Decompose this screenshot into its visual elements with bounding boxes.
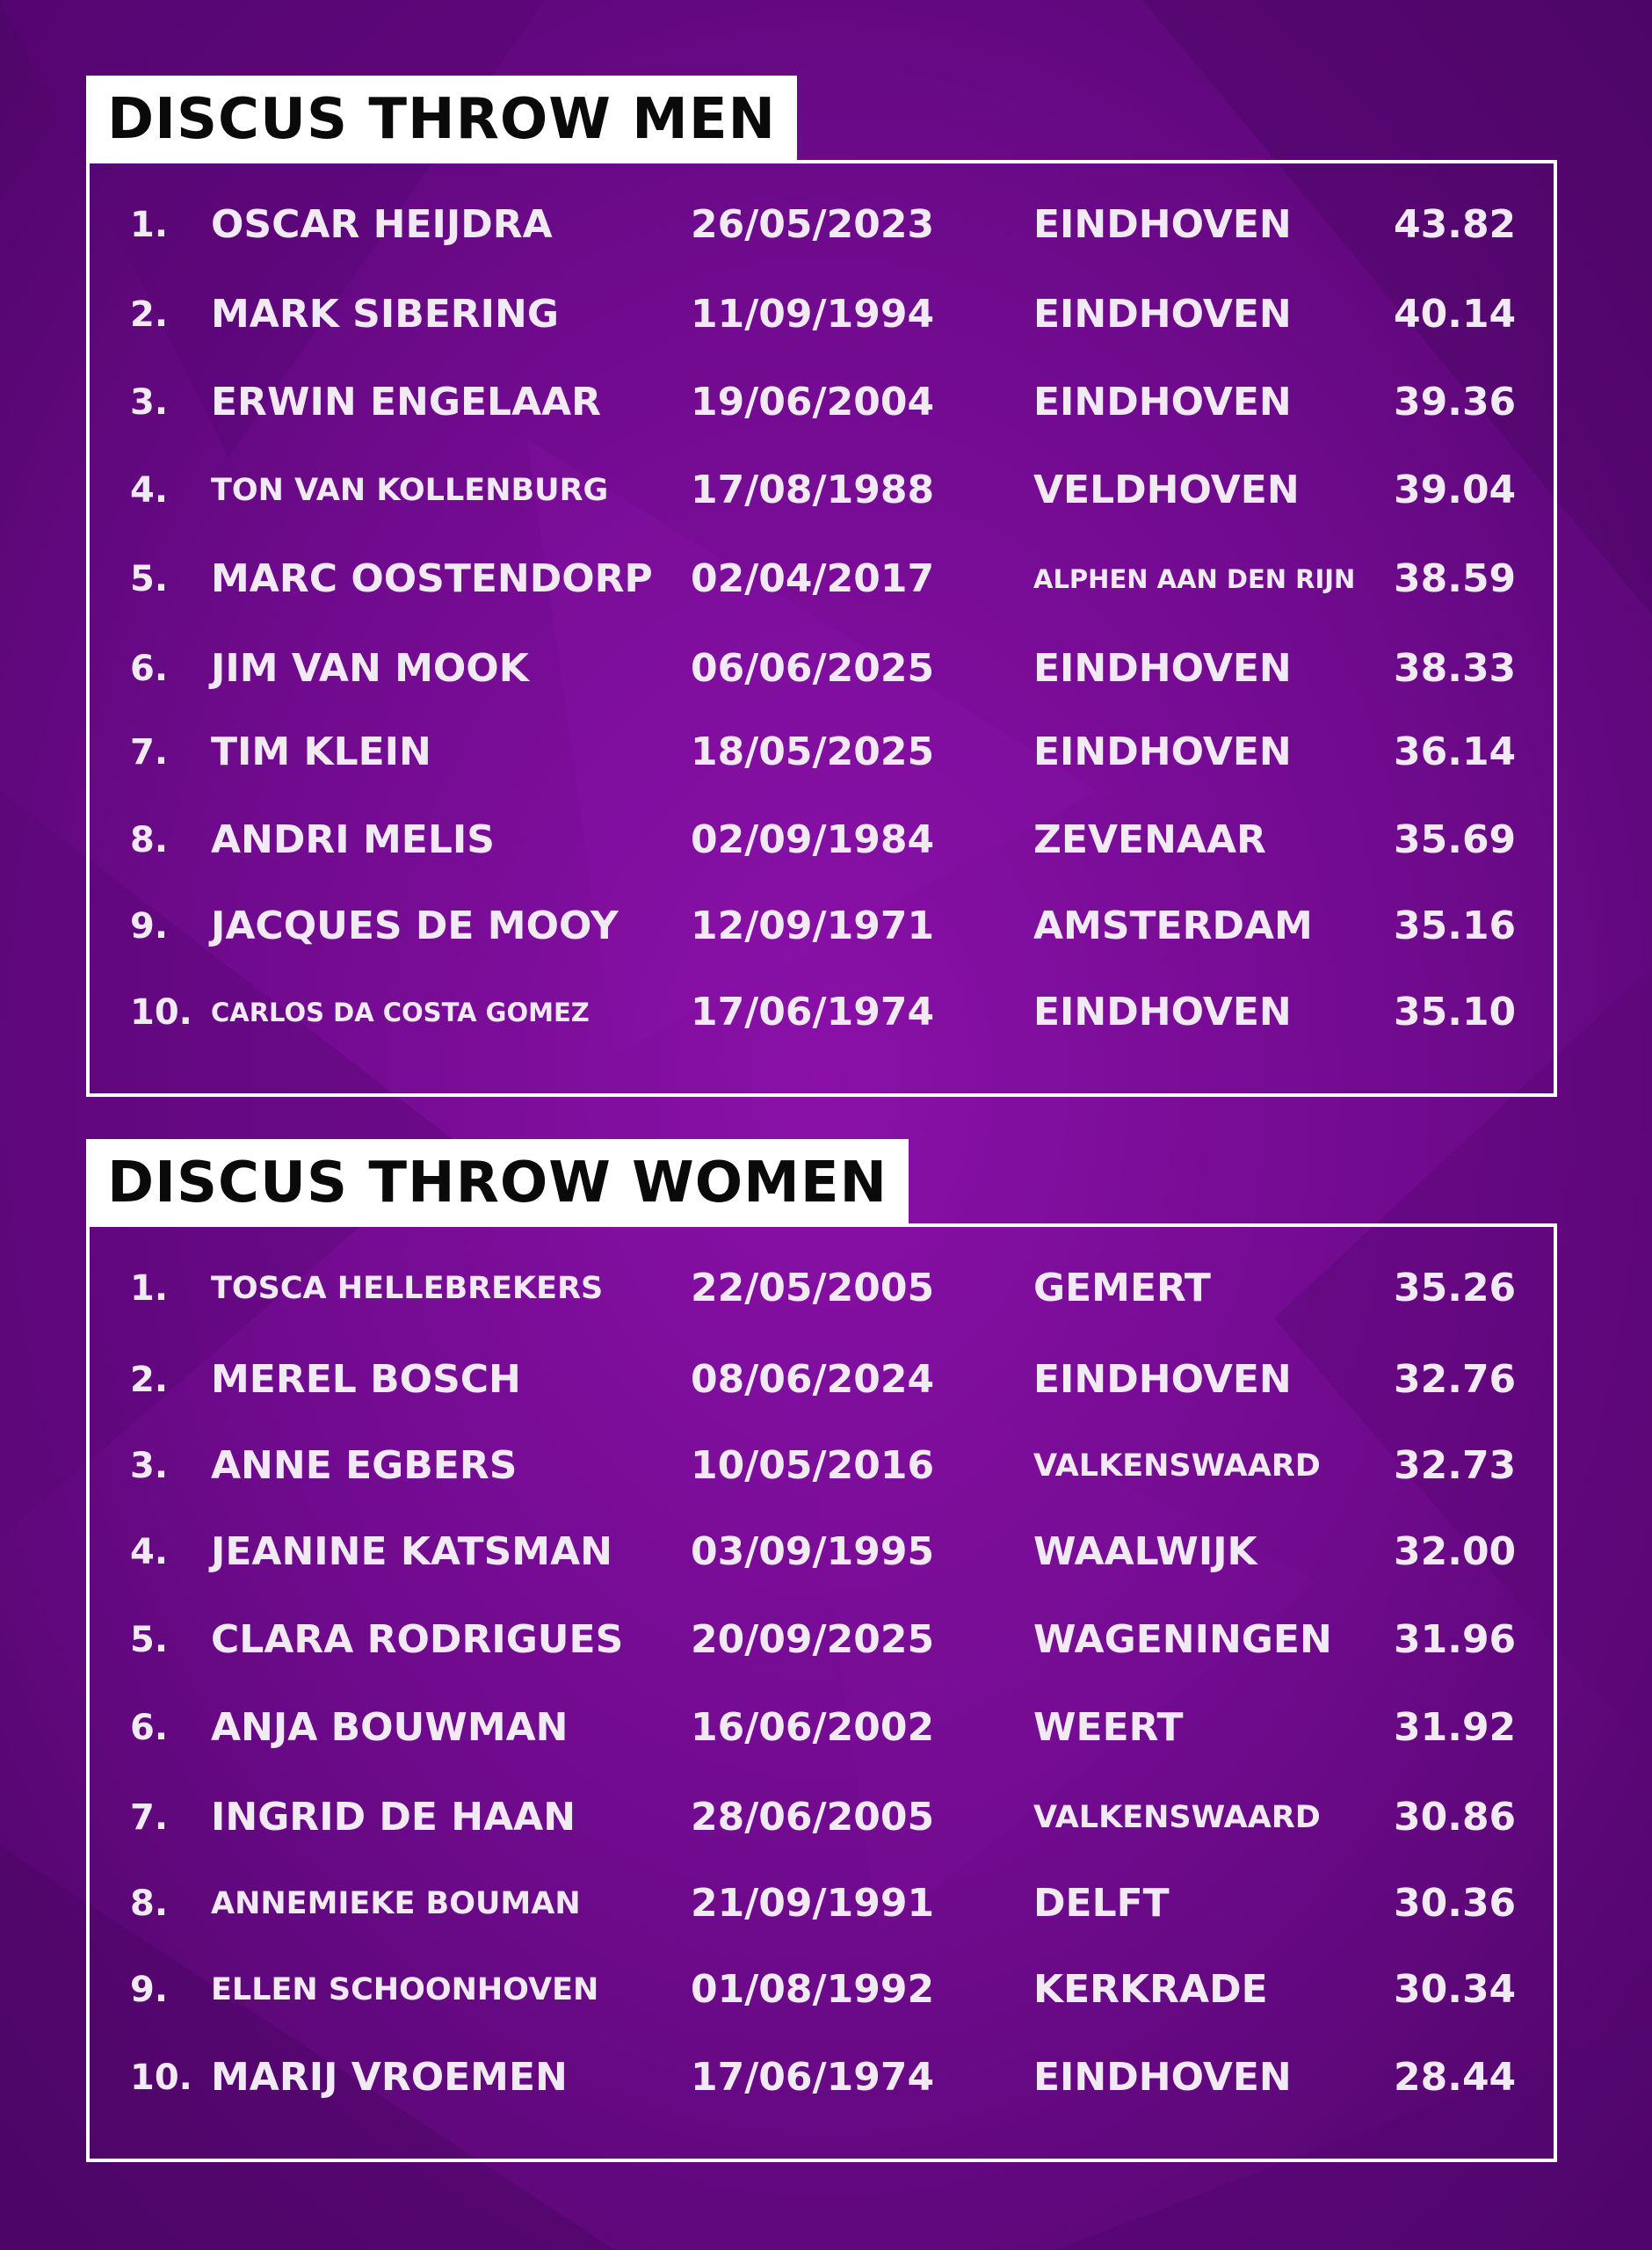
name-cell: JEANINE KATSMAN [211,1529,612,1574]
place-cell: WAALWIJK [1033,1529,1257,1574]
table-row [86,1963,1557,2016]
rank-cell: 5. [130,1620,169,1660]
table-row [86,199,1557,251]
rank-cell: 4. [130,470,169,511]
rank-cell: 6. [130,1708,169,1748]
distance-cell: 43.82 [1394,202,1517,247]
distance-cell: 38.33 [1394,646,1517,691]
rank-cell: 10. [130,992,192,1033]
name-cell: OSCAR HEIJDRA [211,202,553,247]
table-row [86,814,1557,867]
date-cell: 17/06/1974 [691,2055,935,2100]
table-row [86,288,1557,341]
place-cell: AMSTERDAM [1033,904,1313,948]
date-cell: 01/08/1992 [691,1967,935,2012]
distance-cell: 31.92 [1394,1705,1517,1750]
place-cell: EINDHOVEN [1033,1357,1292,1402]
date-cell: 26/05/2023 [691,202,935,247]
distance-cell: 40.14 [1394,292,1517,337]
rank-cell: 7. [130,1797,169,1838]
date-cell: 21/09/1991 [691,1881,935,1926]
distance-cell: 35.26 [1394,1266,1517,1310]
date-cell: 16/06/2002 [691,1705,935,1750]
name-cell: ANNEMIEKE BOUMAN [211,1886,581,1921]
place-cell: VALKENSWAARD [1033,1448,1321,1484]
date-cell: 22/05/2005 [691,1266,935,1310]
table-row [86,1440,1557,1492]
distance-cell: 35.10 [1394,990,1517,1034]
name-cell: ANJA BOUWMAN [211,1705,569,1750]
name-cell: JIM VAN MOOK [211,646,529,691]
place-cell: WEERT [1033,1705,1184,1750]
date-cell: 11/09/1994 [691,292,935,337]
date-cell: 18/05/2025 [691,729,935,774]
name-cell: JACQUES DE MOOY [211,904,619,948]
distance-cell: 39.36 [1394,380,1517,425]
name-cell: ANNE EGBERS [211,1443,518,1488]
distance-cell: 28.44 [1394,2055,1517,2100]
name-cell: CLARA RODRIGUES [211,1617,624,1662]
rank-cell: 4. [130,1532,169,1572]
name-cell: MARIJ VROEMEN [211,2055,568,2100]
rank-cell: 1. [130,205,169,245]
distance-cell: 36.14 [1394,729,1517,774]
name-cell: TOSCA HELLEBREKERS [211,1271,604,1306]
place-cell: EINDHOVEN [1033,202,1292,247]
date-cell: 28/06/2005 [691,1795,935,1840]
distance-cell: 30.86 [1394,1795,1517,1840]
place-cell: WAGENINGEN [1033,1617,1332,1662]
place-cell: EINDHOVEN [1033,292,1292,337]
name-cell: ANDRI MELIS [211,817,495,862]
date-cell: 02/04/2017 [691,556,935,601]
name-cell: ELLEN SCHOONHOVEN [211,1972,599,2007]
table-row [86,376,1557,429]
name-cell: MEREL BOSCH [211,1357,521,1402]
table-row [86,2051,1557,2104]
rank-cell: 6. [130,649,169,689]
distance-cell: 39.04 [1394,468,1517,512]
date-cell: 06/06/2025 [691,646,935,691]
rank-cell: 2. [130,294,169,335]
rank-cell: 5. [130,559,169,599]
table-row [86,1354,1557,1406]
name-cell: TON VAN KOLLENBURG [211,473,609,508]
distance-cell: 32.76 [1394,1357,1517,1402]
table-row [86,986,1557,1039]
name-cell: MARK SIBERING [211,292,559,337]
place-cell: EINDHOVEN [1033,380,1292,425]
distance-cell: 32.00 [1394,1529,1517,1574]
table-row [86,1877,1557,1930]
name-cell: INGRID DE HAAN [211,1795,576,1840]
distance-cell: 30.34 [1394,1967,1517,2012]
date-cell: 19/06/2004 [691,380,935,425]
table-row [86,726,1557,779]
rank-cell: 8. [130,1883,169,1924]
date-cell: 20/09/2025 [691,1617,935,1662]
table-row [86,900,1557,953]
place-cell: EINDHOVEN [1033,2055,1292,2100]
date-cell: 17/06/1974 [691,990,935,1034]
table-row [86,1262,1557,1315]
date-cell: 10/05/2016 [691,1443,935,1488]
place-cell: ALPHEN AAN DEN RIJN [1033,564,1356,594]
distance-cell: 32.73 [1394,1443,1517,1488]
table-row [86,1702,1557,1754]
rank-cell: 10. [130,2058,192,2098]
place-cell: VALKENSWAARD [1033,1800,1321,1835]
name-cell: TIM KLEIN [211,729,431,774]
rank-cell: 3. [130,1446,169,1486]
date-cell: 08/06/2024 [691,1357,935,1402]
table-row [86,1526,1557,1579]
distance-cell: 30.36 [1394,1881,1517,1926]
rank-cell: 2. [130,1360,169,1400]
women-title: DISCUS THROW WOMEN [86,1139,909,1227]
distance-cell: 35.16 [1394,904,1517,948]
place-cell: KERKRADE [1033,1967,1268,2012]
rank-cell: 8. [130,820,169,860]
rank-cell: 3. [130,382,169,423]
place-cell: EINDHOVEN [1033,990,1292,1034]
rank-cell: 9. [130,906,169,947]
table-row [86,1614,1557,1666]
distance-cell: 35.69 [1394,817,1517,862]
place-cell: ZEVENAAR [1033,817,1266,862]
rank-cell: 7. [130,732,169,773]
place-cell: DELFT [1033,1881,1170,1926]
rank-cell: 1. [130,1268,169,1309]
table-row [86,642,1557,695]
name-cell: ERWIN ENGELAAR [211,380,602,425]
distance-cell: 31.96 [1394,1617,1517,1662]
table-row [86,1791,1557,1844]
place-cell: GEMERT [1033,1266,1211,1310]
date-cell: 17/08/1988 [691,468,935,512]
table-row [86,553,1557,606]
date-cell: 03/09/1995 [691,1529,935,1574]
date-cell: 12/09/1971 [691,904,935,948]
name-cell: CARLOS DA COSTA GOMEZ [211,998,590,1027]
table-row [86,464,1557,517]
name-cell: MARC OOSTENDORP [211,556,653,601]
date-cell: 02/09/1984 [691,817,935,862]
distance-cell: 38.59 [1394,556,1517,601]
men-title: DISCUS THROW MEN [86,76,797,163]
rank-cell: 9. [130,1970,169,2010]
place-cell: EINDHOVEN [1033,729,1292,774]
place-cell: VELDHOVEN [1033,468,1300,512]
place-cell: EINDHOVEN [1033,646,1292,691]
